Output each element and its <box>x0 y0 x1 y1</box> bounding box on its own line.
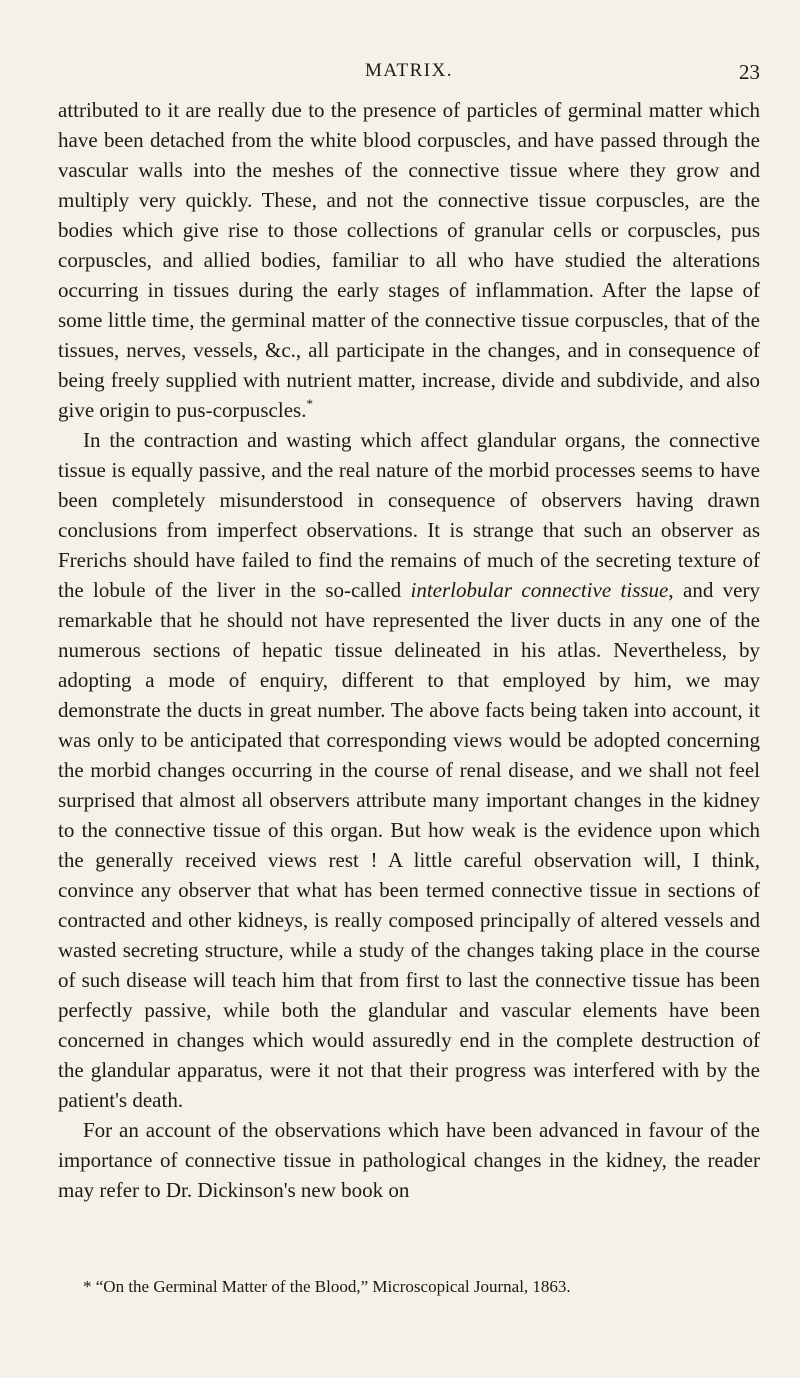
paragraph-3 <box>58 1115 760 1205</box>
paragraph-1-text: attributed to it are really due to the presence of particles of germinal matter which have been detached from the white blood corpuscles, and have passed through the vascular walls into the meshes of the connective tissue where they grow and multiply very quickly. These, and not the connective tissue corpuscles, are the bodies which give rise to those collections of granular cells or corpuscles, pus corpuscles, and allied bodies, familiar to all who have studied the alterations occurring in tissues during the early stages of inflammation. After the lapse of some little time, the germinal matter of the connective tissue corpuscles, that of the tissues, nerves, vessels, &c., all participate in the changes, and in consequence of being freely supplied with nutrient matter, increase, divide and subdivide, and also give origin to pus-corpuscles. <box>58 98 760 422</box>
paragraph-2-text-start: In the contraction and wasting which affect glandular organs, the connective tissue is equally passive, and the real nature of the morbid processes seems to have been completely misunderstood in consequence of observers having drawn conclusions from imperfect observations. It is strange that such an observer as Frerichs should have failed to find the remains of much of the secreting texture of the lobule of the liver in the so-called <box>58 428 760 602</box>
running-title: MATRIX. <box>364 60 454 81</box>
running-header <box>58 60 760 90</box>
page-number: 23 <box>739 60 760 84</box>
paragraph-3-text: For an account of the observations which have been advanced in favour of the importance of connective tissue in pathological changes in the kidney, the reader may refer to Dr. Dickinson's new book on <box>58 1118 760 1202</box>
paragraph-2-text-end: , and very remarkable that he should not have represented the liver ducts in any one of the numerous sections of hepatic tissue delineated in his atlas. Nevertheless, by adopting a mode of enquiry, different to that employed by him, we may demonstrate the ducts in great number. The above facts being taken into account, it was only to be anticipated that corresponding views would be adopted concerning the morbid changes occurring in the course of renal disease, and we shall not feel surprised that almost all observers attribute many important changes in the kidney to the connective tissue of this organ. But how weak is the evidence upon which the generally received views rest ! A little careful observation will, I think, convince any observer that what has been termed connective tissue in sections of contracted and other kidneys, is really composed principally of altered vessels and wasted secreting structure, while a study of the changes taking place in the course of such disease will teach him that from first to last the connective tissue has been perfectly passive, while both the glandular and vascular elements have been concerned in changes which would assuredly end in the complete destruction of the glandular apparatus, were it not that their progress was interfered with by the patient's death. <box>58 578 760 1112</box>
italic-term: interlobular connective tissue <box>410 578 669 602</box>
footnote-reference: * <box>306 396 313 411</box>
paragraph-2 <box>58 425 760 1115</box>
body-text <box>58 95 760 1205</box>
footnote: * “On the Germinal Matter of the Blood,” Microscopical Journal, 1863. <box>83 1277 571 1296</box>
paragraph-1 <box>58 95 760 425</box>
